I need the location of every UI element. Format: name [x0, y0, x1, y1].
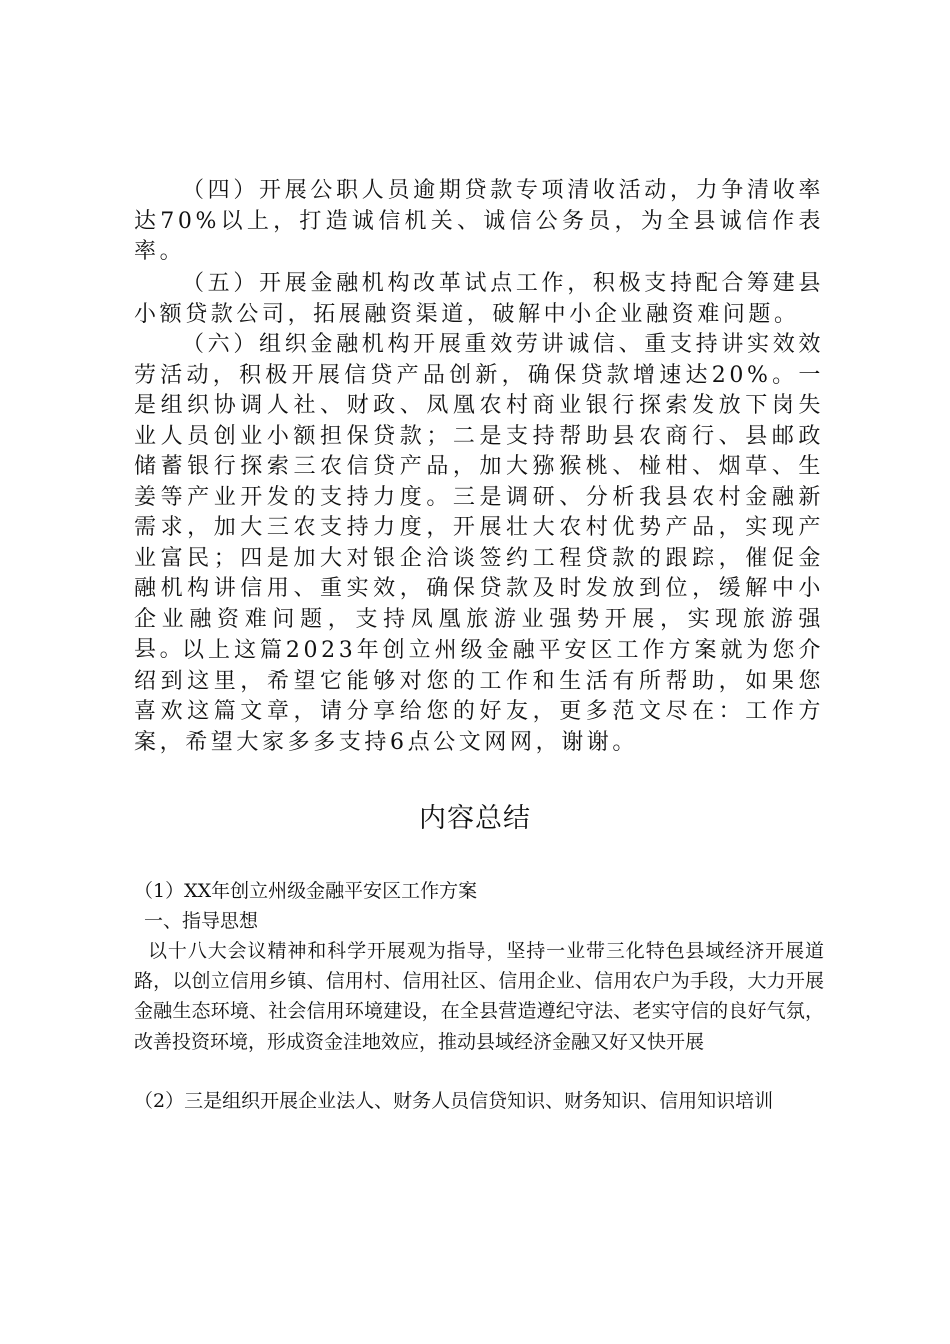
- paragraph-five: （五）开展金融机构改革试点工作，积极支持配合筹建县小额贷款公司，拓展融资渠道，破解中小企业融资难问题。: [134, 271, 824, 327]
- summary-title: 内容总结: [419, 803, 531, 834]
- summary-item-two: （2）三是组织开展企业法人、财务人员信贷知识、财务知识、信用知识培训: [134, 1090, 774, 1112]
- closing-paragraph: 以上这篇2023年创立州级金融平安区工作方案就为您介绍到这里，希望它能够对您的工作和生活有所帮助，如果您喜欢这篇文章，请分享给您的好友，更多范文尽在：工作方案，希望大家多多支持6点公文网网，谢谢。: [134, 638, 824, 755]
- summary-item-one: （1）XX年创立州级金融平安区工作方案: [134, 880, 478, 902]
- paragraph-four: （四）开展公职人员逾期贷款专项清收活动，力争清收率达70%以上，打造诚信机关、诚信公务员，为全县诚信作表率。: [134, 178, 824, 264]
- paragraph-six: （六）组织金融机构开展重效劳讲诚信、重支持讲实效效劳活动，积极开展信贷产品创新，确保贷款增速达20%。一是组织协调人社、财政、凤凰农村商业银行探索发放下岗失业人员创业小额担保贷款；二是支持帮助县农商行、县邮政储蓄银行探索三农信贷产品，加大猕猴桃、椪柑、烟草、生姜等产业开发的支持力度。三是调研、分析我县农村金融新需求，加大三农支持力度，开展壮大农村优势产品，实现产业富民；四是加大对银企洽谈签约工程贷款的跟踪，催促金融机构讲信用、重实效，确保贷款及时发放到位，缓解中小企业融资难问题，支持凤凰旅游业强势开展，实现旅游强县。: [134, 332, 824, 662]
- summary-subheading: 一、指导思想: [144, 910, 259, 932]
- summary-body: 以十八大会议精神和科学开展观为指导，坚持一业带三化特色县域经济开展道路，以创立信用乡镇、信用村、信用社区、信用企业、信用农户为手段，大力开展金融生态环境、社会信用环境建设，在全县营造遵纪守法、老实守信的良好气氛，改善投资环境，形成资金洼地效应，推动县域经济金融又好又快开展: [134, 940, 824, 1053]
